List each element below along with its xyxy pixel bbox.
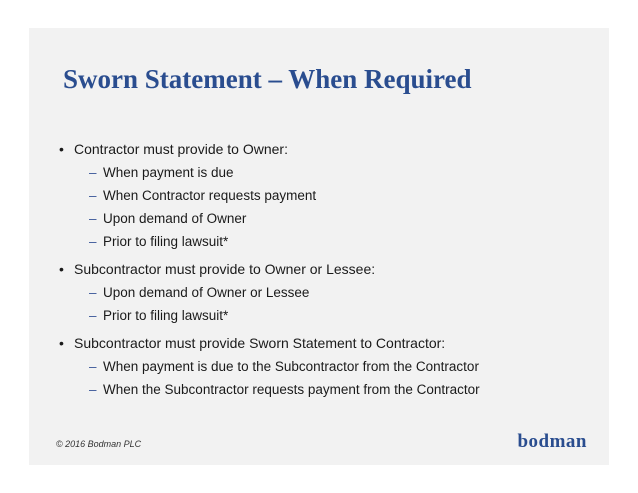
slide-title: Sworn Statement – When Required [63, 64, 472, 94]
sub-bullet-text: Prior to filing lawsuit* [103, 308, 229, 323]
dash-icon: – [89, 234, 97, 249]
dash-icon: – [89, 359, 97, 374]
bodman-logo: bodman [517, 431, 587, 452]
bullet-group [59, 258, 599, 327]
dash-icon: – [89, 382, 97, 397]
sub-bullet-item [59, 230, 599, 253]
bullet-text: Subcontractor must provide Sworn Statement to Contractor: [74, 335, 446, 351]
dash-icon: – [89, 165, 97, 180]
bullet-icon: • [59, 335, 64, 351]
bullet-icon: • [59, 261, 64, 277]
sub-bullet-item [59, 281, 599, 304]
dash-icon: – [89, 211, 97, 226]
bullet-item [59, 258, 599, 281]
sub-bullet-text: When payment is due [103, 165, 234, 180]
slide [29, 28, 609, 465]
dash-icon: – [89, 188, 97, 203]
sub-bullet-text: When Contractor requests payment [103, 188, 317, 203]
sub-bullet-text: Prior to filing lawsuit* [103, 234, 229, 249]
sub-bullet-item [59, 304, 599, 327]
sub-bullet-text: Upon demand of Owner [103, 211, 247, 226]
sub-bullet-text: When payment is due to the Subcontractor from the Contractor [103, 359, 479, 374]
bullet-group [59, 138, 599, 253]
bullet-item [59, 138, 599, 161]
bullet-list [59, 138, 599, 406]
sub-bullet-item [59, 207, 599, 230]
bullet-text: Contractor must provide to Owner: [74, 141, 288, 157]
bullet-group [59, 332, 599, 401]
sub-bullet-item [59, 161, 599, 184]
bullet-item [59, 332, 599, 355]
sub-bullet-item [59, 378, 599, 401]
dash-icon: – [89, 308, 97, 323]
bullet-icon: • [59, 141, 64, 157]
sub-bullet-item [59, 184, 599, 207]
sub-bullet-text: When the Subcontractor requests payment from the Contractor [103, 382, 480, 397]
sub-bullet-item [59, 355, 599, 378]
copyright-footer: © 2016 Bodman PLC [56, 439, 142, 449]
sub-bullet-text: Upon demand of Owner or Lessee [103, 285, 310, 300]
bullet-text: Subcontractor must provide to Owner or Lessee: [74, 261, 376, 277]
dash-icon: – [89, 285, 97, 300]
